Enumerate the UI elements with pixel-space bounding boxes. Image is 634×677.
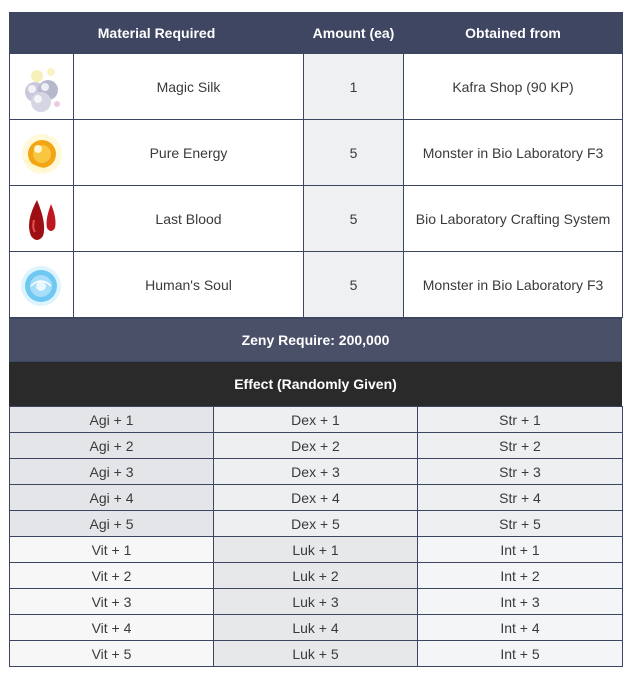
effect-title-table bbox=[9, 362, 622, 406]
material-name: Human's Soul bbox=[74, 252, 304, 318]
effect-cell: Luk + 3 bbox=[214, 589, 418, 615]
effect-row bbox=[10, 485, 623, 511]
effect-title-row bbox=[10, 363, 622, 406]
zeny-requirement: Zeny Require: 200,000 bbox=[10, 319, 622, 362]
effect-cell: Dex + 3 bbox=[214, 459, 418, 485]
crafting-requirements bbox=[9, 12, 622, 667]
humans-soul-icon bbox=[17, 256, 67, 314]
material-source: Monster in Bio Laboratory F3 bbox=[404, 252, 623, 318]
last-blood-icon bbox=[17, 190, 67, 248]
effect-row bbox=[10, 615, 623, 641]
material-row bbox=[10, 54, 623, 120]
pure-energy-icon bbox=[17, 124, 67, 182]
effect-cell: Dex + 5 bbox=[214, 511, 418, 537]
effect-cell: Str + 5 bbox=[418, 511, 623, 537]
effect-cell: Vit + 1 bbox=[10, 537, 214, 563]
header-amount: Amount (ea) bbox=[304, 13, 404, 54]
header-obtained: Obtained from bbox=[404, 13, 623, 54]
effect-cell: Str + 4 bbox=[418, 485, 623, 511]
materials-table bbox=[9, 12, 623, 318]
header-material: Material Required bbox=[10, 13, 304, 54]
effect-cell: Int + 5 bbox=[418, 641, 623, 667]
effect-row bbox=[10, 459, 623, 485]
effect-cell: Int + 2 bbox=[418, 563, 623, 589]
effect-cell: Dex + 4 bbox=[214, 485, 418, 511]
effect-cell: Vit + 2 bbox=[10, 563, 214, 589]
material-image-cell bbox=[10, 252, 74, 318]
zeny-row bbox=[10, 319, 622, 362]
material-row bbox=[10, 120, 623, 186]
effect-cell: Vit + 3 bbox=[10, 589, 214, 615]
effect-cell: Luk + 4 bbox=[214, 615, 418, 641]
effect-cell: Agi + 5 bbox=[10, 511, 214, 537]
material-source: Bio Laboratory Crafting System bbox=[404, 186, 623, 252]
effect-cell: Vit + 5 bbox=[10, 641, 214, 667]
magic-silk-icon bbox=[17, 58, 67, 116]
effect-row bbox=[10, 589, 623, 615]
effect-cell: Agi + 1 bbox=[10, 407, 214, 433]
material-name: Last Blood bbox=[74, 186, 304, 252]
effect-cell: Str + 3 bbox=[418, 459, 623, 485]
effects-table bbox=[9, 406, 623, 667]
materials-header-row bbox=[10, 13, 623, 54]
material-source: Monster in Bio Laboratory F3 bbox=[404, 120, 623, 186]
effect-title: Effect (Randomly Given) bbox=[10, 363, 622, 406]
effect-cell: Str + 2 bbox=[418, 433, 623, 459]
effect-cell: Agi + 2 bbox=[10, 433, 214, 459]
effect-row bbox=[10, 641, 623, 667]
material-source: Kafra Shop (90 KP) bbox=[404, 54, 623, 120]
material-amount: 5 bbox=[304, 120, 404, 186]
effect-cell: Agi + 3 bbox=[10, 459, 214, 485]
effect-cell: Int + 3 bbox=[418, 589, 623, 615]
material-image-cell bbox=[10, 120, 74, 186]
material-row bbox=[10, 252, 623, 318]
effect-cell: Luk + 1 bbox=[214, 537, 418, 563]
zeny-table bbox=[9, 318, 622, 362]
material-image-cell bbox=[10, 186, 74, 252]
effect-row bbox=[10, 537, 623, 563]
effect-row bbox=[10, 563, 623, 589]
effect-row bbox=[10, 407, 623, 433]
effect-cell: Vit + 4 bbox=[10, 615, 214, 641]
material-row bbox=[10, 186, 623, 252]
material-name: Magic Silk bbox=[74, 54, 304, 120]
effect-row bbox=[10, 433, 623, 459]
material-amount: 5 bbox=[304, 252, 404, 318]
material-amount: 1 bbox=[304, 54, 404, 120]
material-image-cell bbox=[10, 54, 74, 120]
material-name: Pure Energy bbox=[74, 120, 304, 186]
effect-cell: Int + 4 bbox=[418, 615, 623, 641]
material-amount: 5 bbox=[304, 186, 404, 252]
effect-cell: Str + 1 bbox=[418, 407, 623, 433]
effect-cell: Dex + 1 bbox=[214, 407, 418, 433]
effect-cell: Dex + 2 bbox=[214, 433, 418, 459]
effect-cell: Luk + 5 bbox=[214, 641, 418, 667]
effect-cell: Luk + 2 bbox=[214, 563, 418, 589]
effect-cell: Agi + 4 bbox=[10, 485, 214, 511]
effect-row bbox=[10, 511, 623, 537]
effect-cell: Int + 1 bbox=[418, 537, 623, 563]
